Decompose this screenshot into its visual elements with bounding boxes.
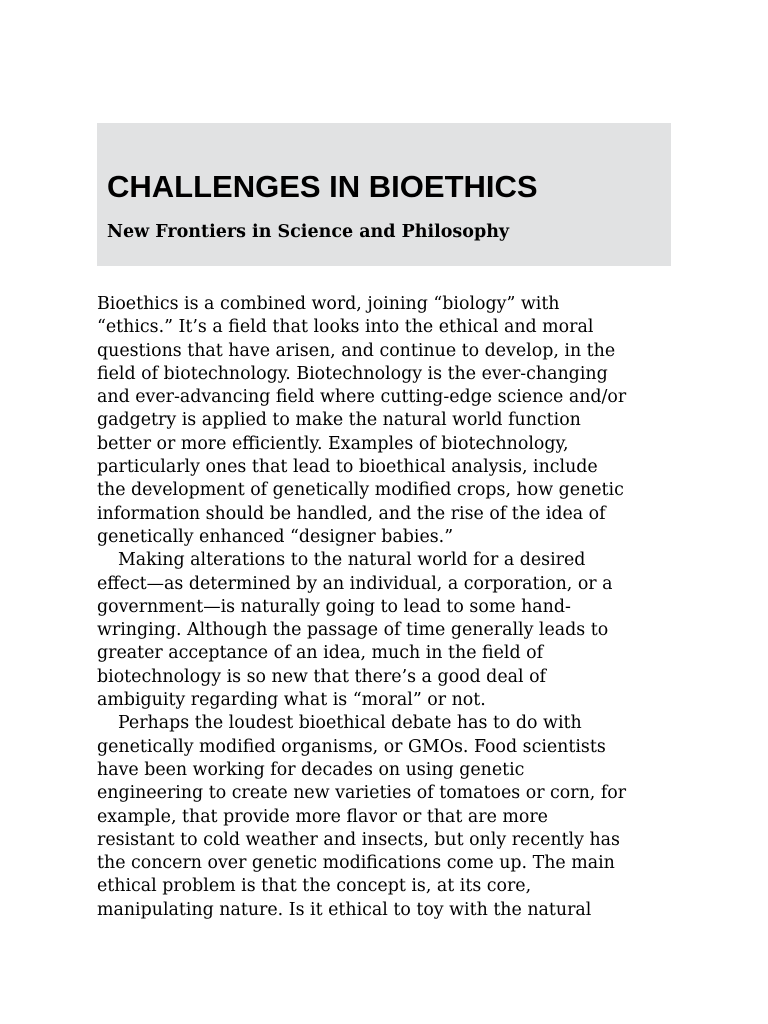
paragraph-first-line: Making alterations to the natural world for a desired <box>118 550 586 571</box>
text-line: wringing. Although the passage of time generally leads to <box>97 620 609 641</box>
paragraph-first-line: Perhaps the loudest bioethical debate has to do with <box>118 713 582 734</box>
text-line: greater acceptance of an idea, much in the field of <box>97 643 544 664</box>
chapter-subtitle: New Frontiers in Science and Philosophy <box>107 222 510 242</box>
text-line: “ethics.” It’s a field that looks into the ethical and moral <box>97 317 594 338</box>
text-line: manipulating nature. Is it ethical to toy with the natural <box>97 899 592 920</box>
text-line: engineering to create new varieties of tomatoes or corn, for <box>97 783 627 804</box>
text-line: particularly ones that lead to bioethical analysis, include <box>97 457 598 478</box>
text-line: have been working for decades on using genetic <box>97 759 525 780</box>
text-line: Bioethics is a combined word, joining “biology” with <box>97 294 560 314</box>
text-line: field of biotechnology. Biotechnology is the ever-changing <box>97 363 608 384</box>
text-line: government—is naturally going to lead to some hand- <box>97 596 571 617</box>
chapter-title: CHALLENGES IN BIOETHICS <box>107 169 538 204</box>
text-line: biotechnology is so new that there’s a good deal of <box>97 666 546 687</box>
text-line: the concern over genetic modifications come up. The main <box>97 853 615 874</box>
text-line: questions that have arisen, and continue to develop, in the <box>97 340 616 361</box>
text-line: effect—as determined by an individual, a corporation, or a <box>97 573 613 594</box>
text-line: ethical problem is that the concept is, at its core, <box>97 876 532 897</box>
text-line: the development of genetically modified crops, how genetic <box>97 480 624 501</box>
text-line: gadgetry is applied to make the natural world function <box>97 410 581 431</box>
chapter-header-box <box>97 123 671 266</box>
text-line: ambiguity regarding what is “moral” or not. <box>97 690 486 711</box>
text-line: example, that provide more flavor or that are more <box>97 806 548 827</box>
text-line: and ever-advancing field where cutting-edge science and/or <box>97 387 627 408</box>
text-line: resistant to cold weather and insects, but only recently has <box>97 829 620 850</box>
text-line: information should be handled, and the rise of the idea of <box>97 503 606 524</box>
text-line: genetically modified organisms, or GMOs. Food scientists <box>97 736 606 757</box>
body-text <box>97 293 717 922</box>
text-line: better or more efficiently. Examples of biotechnology, <box>97 433 569 454</box>
text-line: genetically enhanced “designer babies.” <box>97 526 454 547</box>
